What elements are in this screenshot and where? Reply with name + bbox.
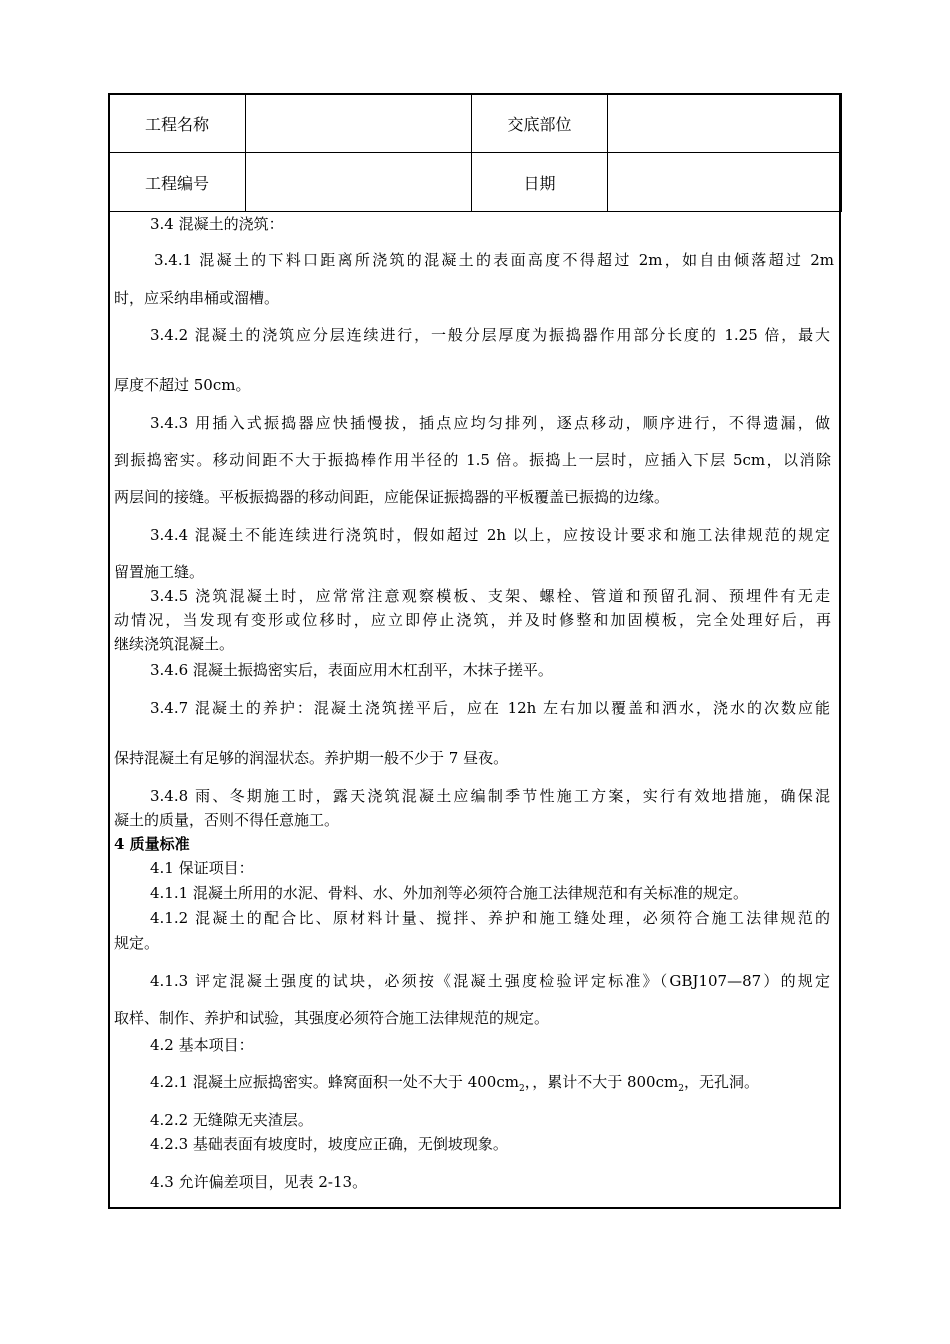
para-3-4-5-cont-1: 动情况，当发现有变形或位移时，应立即停止浇筑，并及时修整和加固模板，完全处理好后，再 bbox=[114, 611, 831, 629]
para-4-2-1-text-a: 4.2.1 混凝土应振捣密实。蜂窝面积一处不大于 400cm bbox=[150, 1073, 519, 1091]
para-3-4-5: 3.4.5 浇筑混凝土时，应常常注意观察模板、支架、螺栓、管道和预留孔洞、预埋件有无走 bbox=[150, 587, 830, 605]
para-3-4-4: 3.4.4 混凝土不能连续进行浇筑时，假如超过 2h 以上，应按设计要求和施工法律规范的规定 bbox=[150, 526, 830, 544]
para-3-4-6: 3.4.6 混凝土振捣密实后，表面应用木杠刮平，木抹子搓平。 bbox=[150, 661, 553, 679]
para-3-4-3-cont-2: 两层间的接缝。平板振捣器的移动间距，应能保证振捣器的平板覆盖已振捣的边缘。 bbox=[114, 488, 670, 506]
location-label: 交底部位 bbox=[472, 94, 608, 153]
para-4-1-3-cont: 取样、制作、养护和试验，其强度必须符合施工法律规范的规定。 bbox=[114, 1009, 550, 1027]
para-3-4-8-cont: 凝土的质量，否则不得任意施工。 bbox=[114, 811, 340, 829]
section-4-3-heading: 4.3 允许偏差项目，见表 2-13。 bbox=[150, 1173, 368, 1191]
para-4-1-2: 4.1.2 混凝土的配合比、原材料计量、搅拌、养护和施工缝处理，必须符合施工法律规范的 bbox=[150, 909, 830, 927]
section-4-2-heading: 4.2 基本项目： bbox=[150, 1036, 254, 1054]
section-3-4-heading: 3.4 混凝土的浇筑： bbox=[150, 215, 284, 233]
para-4-2-1-text-b: ，，累计不大于 800cm bbox=[524, 1073, 679, 1091]
para-3-4-4-cont: 留置施工缝。 bbox=[114, 563, 205, 581]
para-3-4-2-cont: 厚度不超过 50cm。 bbox=[114, 376, 251, 394]
para-3-4-2: 3.4.2 混凝土的浇筑应分层连续进行，一般分层厚度为振捣器作用部分长度的 1.25 倍，最大 bbox=[150, 326, 830, 344]
project-no-label: 工程编号 bbox=[109, 153, 246, 212]
para-3-4-1: 3.4.1 混凝土的下料口距离所浇筑的混凝土的表面高度不得超过 2m，如自由倾落超过 2m bbox=[154, 251, 834, 269]
header-row-1 bbox=[109, 94, 842, 153]
location-value bbox=[608, 94, 842, 153]
date-value bbox=[608, 153, 842, 212]
section-4-1-heading: 4.1 保证项目： bbox=[150, 859, 254, 877]
para-3-4-3: 3.4.3 用插入式振捣器应快插慢拔，插点应均匀排列，逐点移动，顺序进行，不得遗漏，做 bbox=[150, 414, 830, 432]
para-4-2-2: 4.2.2 无缝隙无夹渣层。 bbox=[150, 1111, 313, 1129]
para-3-4-1-cont: 时，应采纳串桶或溜槽。 bbox=[114, 289, 280, 307]
para-4-2-1-text-c: ，无孔洞。 bbox=[683, 1073, 759, 1091]
project-no-value bbox=[246, 153, 472, 212]
project-name-label: 工程名称 bbox=[109, 94, 246, 153]
unit-subscript-1: 2 bbox=[518, 1084, 525, 1094]
project-name-value bbox=[246, 94, 472, 153]
para-4-1-3: 4.1.3 评定混凝土强度的试块，必须按《混凝土强度检验评定标准》（GBJ107—87）的规定 bbox=[150, 972, 830, 990]
section-4-heading: 4 质量标准 bbox=[114, 835, 190, 853]
para-4-2-1 bbox=[150, 1072, 870, 1099]
para-4-1-1: 4.1.1 混凝土所用的水泥、骨料、水、外加剂等必须符合施工法律规范和有关标准的规定。 bbox=[150, 884, 748, 902]
unit-subscript-2: 2 bbox=[678, 1084, 684, 1094]
header-row-2 bbox=[109, 153, 842, 212]
para-3-4-7: 3.4.7 混凝土的养护：混凝土浇筑搓平后，应在 12h 左右加以覆盖和洒水，浇水的次数应能 bbox=[150, 699, 830, 717]
para-3-4-3-cont-1: 到振捣密实。移动间距不大于振捣棒作用半径的 1.5 倍。振捣上一层时，应插入下层 5cm，以消除 bbox=[114, 451, 831, 469]
para-4-2-3: 4.2.3 基础表面有坡度时，坡度应正确，无倒坡现象。 bbox=[150, 1135, 508, 1153]
header-table bbox=[108, 93, 842, 212]
para-3-4-8: 3.4.8 雨、冬期施工时，露天浇筑混凝土应编制季节性施工方案，实行有效地措施，确保混 bbox=[150, 787, 830, 805]
para-3-4-5-cont-2: 继续浇筑混凝土。 bbox=[114, 635, 235, 653]
para-3-4-7-cont: 保持混凝土有足够的润湿状态。养护期一般不少于 7 昼夜。 bbox=[114, 749, 509, 767]
date-label: 日期 bbox=[472, 153, 608, 212]
para-4-1-2-cont: 规定。 bbox=[114, 934, 160, 952]
